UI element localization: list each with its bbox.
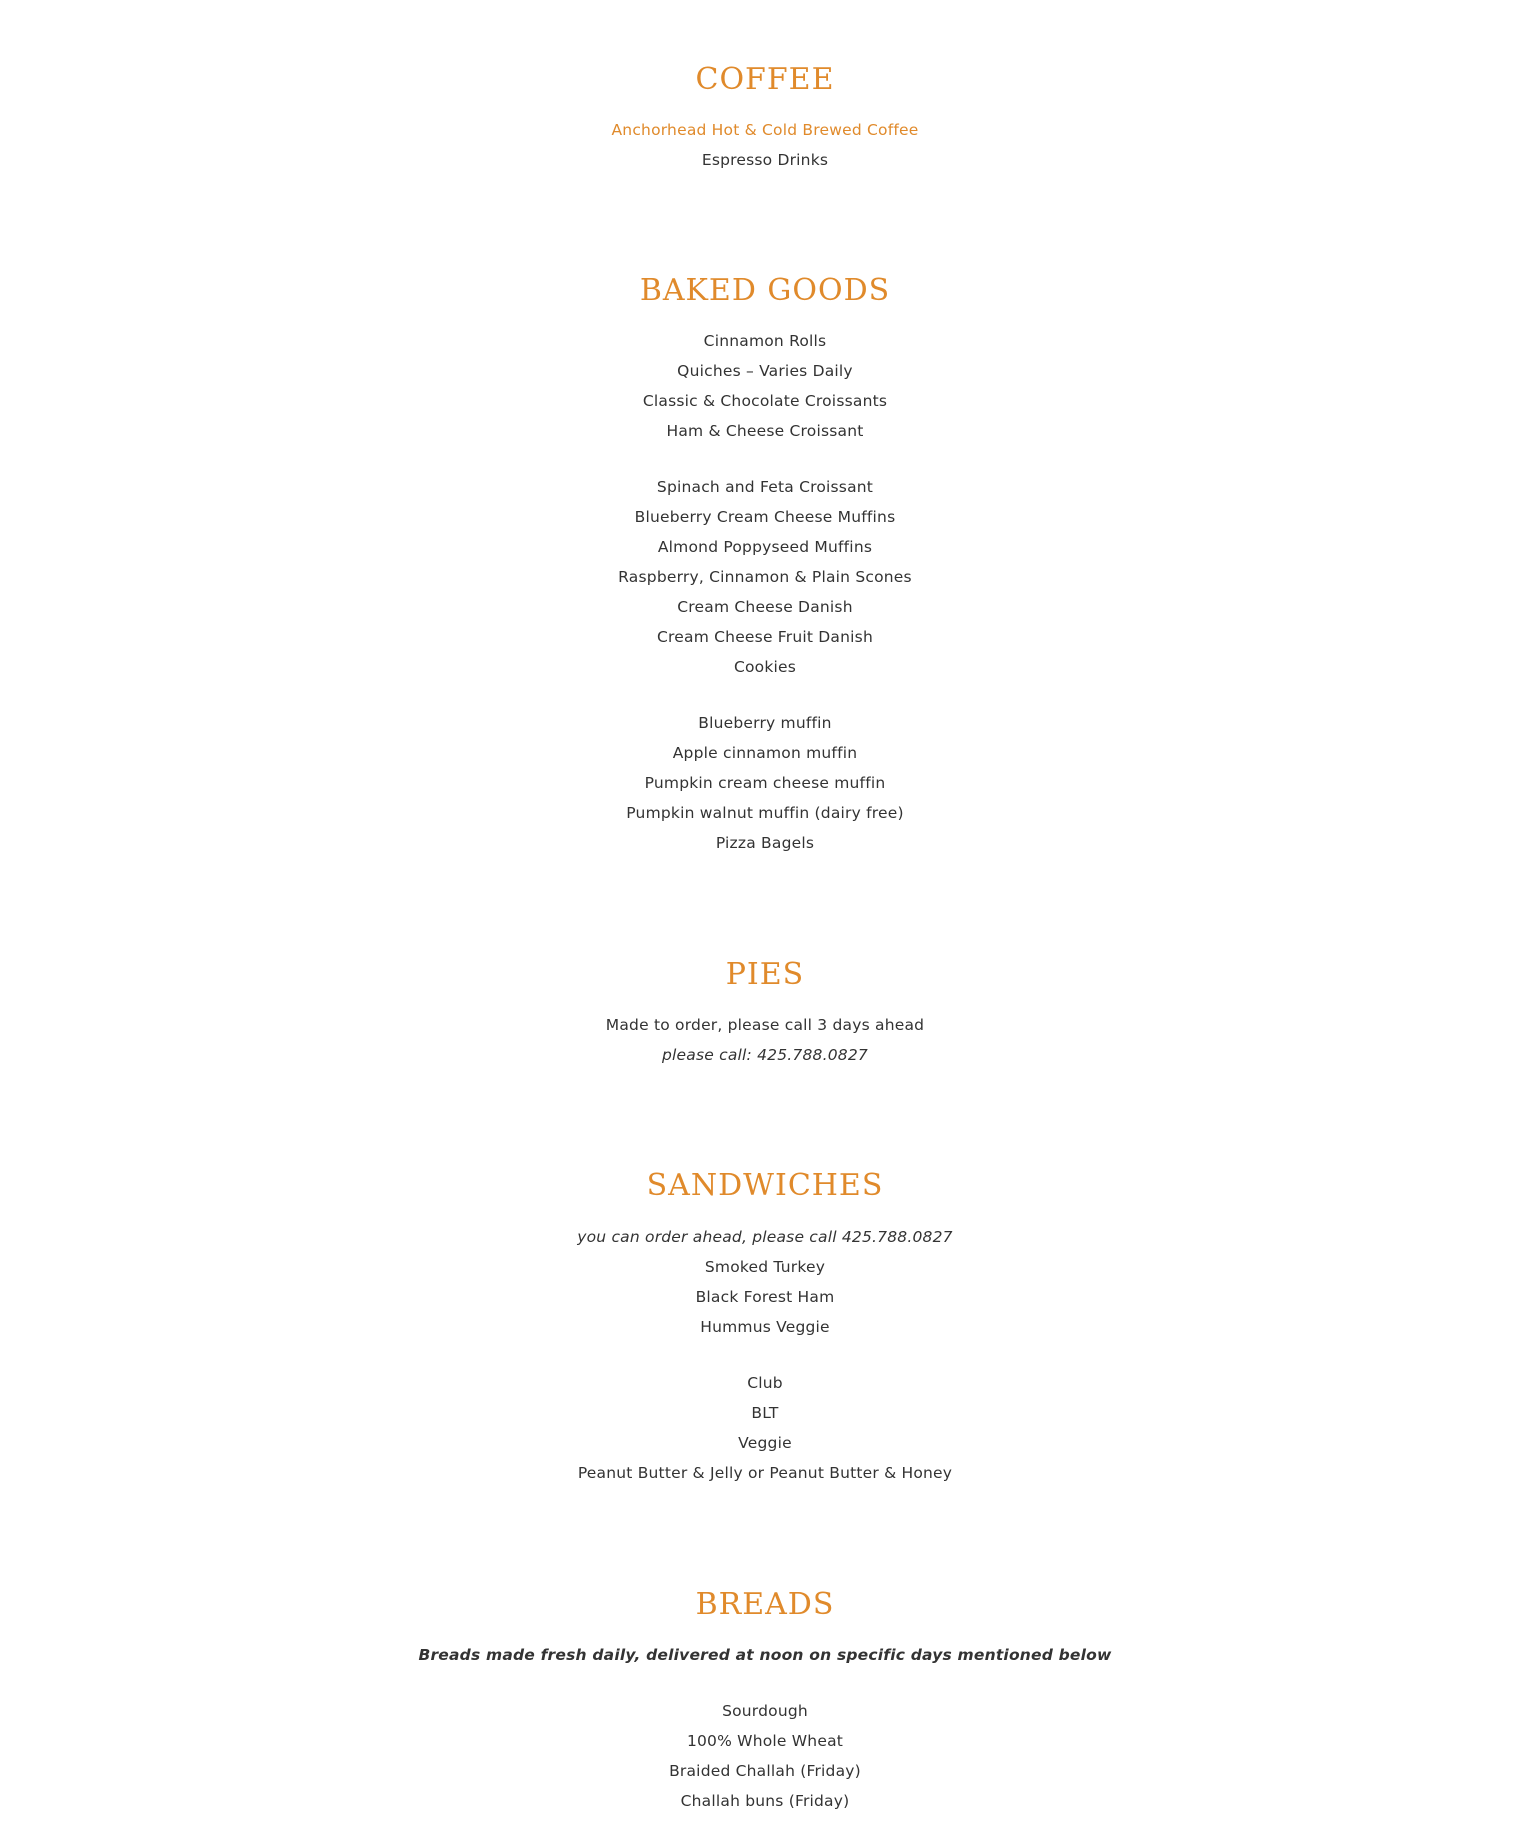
breads-list [0, 1640, 1530, 1816]
list-item: Spinach and Feta Croissant [656, 478, 874, 496]
list-item: Cookies [733, 658, 797, 676]
list-spacer [0, 1342, 1530, 1368]
list-item: Veggie [738, 1434, 792, 1452]
list-item: Peanut Butter & Jelly or Peanut Butter & Honey [577, 1464, 953, 1482]
baked-goods-section [0, 271, 1530, 858]
list-item: Pumpkin cream cheese muffin [644, 774, 886, 792]
breads-heading: BREADS [695, 1587, 835, 1622]
list-item: Blueberry muffin [698, 714, 832, 732]
sandwiches-heading: SANDWICHES [646, 1168, 884, 1203]
list-item: Classic & Chocolate Croissants [642, 392, 888, 410]
list-item: Cream Cheese Danish [677, 598, 853, 616]
list-item: Challah buns (Friday) [680, 1792, 850, 1810]
sandwiches-section [0, 1166, 1530, 1488]
coffee-list [0, 115, 1530, 175]
list-item: BLT [751, 1404, 779, 1422]
list-item: Almond Poppyseed Muffins [657, 538, 873, 556]
list-item: Hummus Veggie [700, 1318, 830, 1336]
pies-list [0, 1010, 1530, 1070]
list-spacer [0, 682, 1530, 708]
list-item: Pizza Bagels [715, 834, 815, 852]
coffee-heading: COFFEE [695, 62, 835, 97]
breads-note: Breads made fresh daily, delivered at noon on specific days mentioned below [418, 1646, 1112, 1664]
list-item: Cinnamon Rolls [703, 332, 827, 350]
list-spacer [0, 446, 1530, 472]
sandwiches-note: you can order ahead, please call 425.788.0827 [577, 1228, 953, 1246]
list-spacer [0, 1670, 1530, 1696]
sandwiches-list [0, 1222, 1530, 1488]
coffee-item-brewed[interactable]: Anchorhead Hot & Cold Brewed Coffee [611, 121, 919, 139]
list-item: Braided Challah (Friday) [669, 1762, 861, 1780]
pies-heading: PIES [725, 957, 805, 992]
pies-note: Made to order, please call 3 days ahead [605, 1016, 925, 1034]
list-item: Club [747, 1374, 783, 1392]
list-item: Smoked Turkey [704, 1258, 826, 1276]
list-item: Sourdough [722, 1702, 808, 1720]
list-item: Quiches – Varies Daily [677, 362, 853, 380]
list-item: Apple cinnamon muffin [672, 744, 858, 762]
pies-section [0, 955, 1530, 1070]
breads-section [0, 1585, 1530, 1816]
baked-goods-list [0, 326, 1530, 858]
list-item: Ham & Cheese Croissant [666, 422, 864, 440]
baked-goods-heading: BAKED GOODS [639, 273, 891, 308]
list-item: Cream Cheese Fruit Danish [657, 628, 873, 646]
list-item: Blueberry Cream Cheese Muffins [634, 508, 896, 526]
coffee-section [0, 60, 1530, 175]
pies-phone-note: please call: 425.788.0827 [662, 1046, 868, 1064]
list-item: Black Forest Ham [695, 1288, 835, 1306]
coffee-item-espresso: Espresso Drinks [701, 151, 829, 169]
list-item: Pumpkin walnut muffin (dairy free) [626, 804, 904, 822]
list-item: Raspberry, Cinnamon & Plain Scones [618, 568, 912, 586]
list-item: 100% Whole Wheat [686, 1732, 844, 1750]
